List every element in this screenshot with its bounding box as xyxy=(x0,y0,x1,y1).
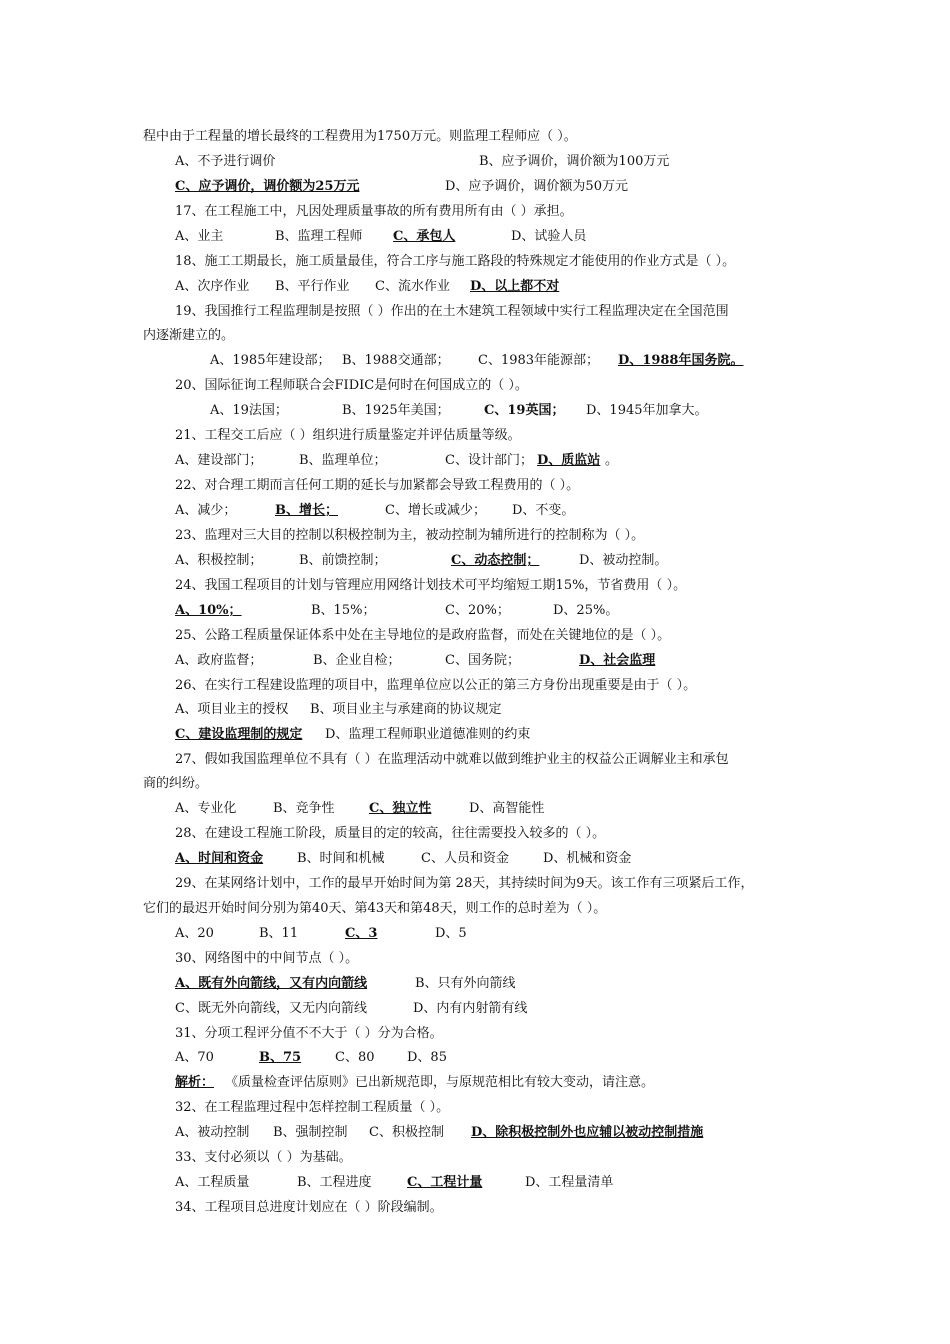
option-d: D、高智能性 xyxy=(469,801,545,816)
option-b: B、前馈控制； xyxy=(299,553,387,568)
question-26-options-row-1 xyxy=(175,701,875,719)
option-b: B、强制控制 xyxy=(273,1125,348,1140)
option-c-answer: C、应予调价，调价额为25万元 xyxy=(175,179,360,194)
option-a: A、19法国； xyxy=(210,403,288,418)
question-31-options xyxy=(175,1049,875,1067)
question-32-options xyxy=(175,1124,875,1142)
option-b: B、竞争性 xyxy=(273,801,335,816)
option-a-answer: A、既有外向箭线，又有内向箭线 xyxy=(175,976,368,991)
question-18-options xyxy=(175,278,875,296)
option-c: C、增长或减少； xyxy=(385,503,486,518)
option-c: C、20%； xyxy=(445,603,510,618)
option-d-answer: D、质监站 xyxy=(537,453,601,468)
question-22-options xyxy=(175,502,875,520)
question-16-options-row-2 xyxy=(175,178,875,196)
option-d-answer: D、社会监理 xyxy=(579,653,656,668)
question-30-options-row-1 xyxy=(175,975,875,993)
question-31: 31、分项工程评分值不不大于（ ）分为合格。 xyxy=(175,1026,443,1041)
question-17: 17、在工程施工中，凡因处理质量事故的所有费用所有由（ ）承担。 xyxy=(175,204,573,219)
option-d: D、工程量清单 xyxy=(525,1175,614,1190)
question-28-options xyxy=(175,850,875,868)
option-b: B、平行作业 xyxy=(275,279,350,294)
option-b: B、11 xyxy=(259,926,299,941)
question-18: 18、施工工期最长，施工质量最佳，符合工序与施工路段的特殊规定才能使用的作业方式是（ ）。 xyxy=(175,254,736,269)
option-a: A、1985年建设部； xyxy=(210,353,331,368)
question-20: 20、国际征询工程师联合会FIDIC是何时在何国成立的（ ）。 xyxy=(175,378,528,393)
question-27-line-1: 27、假如我国监理单位不具有（ ）在监理活动中就难以做到维护业主的权益公正调解业主和承包 xyxy=(175,752,729,767)
option-c: C、流水作业 xyxy=(375,279,450,294)
option-d: D、机械和资金 xyxy=(543,851,632,866)
option-b-answer: B、75 xyxy=(259,1050,302,1065)
option-a: A、减少； xyxy=(175,503,237,518)
option-c-answer: C、19英国； xyxy=(484,403,565,418)
option-c-answer: C、3 xyxy=(345,926,378,941)
option-b: B、企业自检； xyxy=(313,653,401,668)
option-c: C、积极控制 xyxy=(369,1125,444,1140)
question-33-options xyxy=(175,1174,875,1192)
question-23-options xyxy=(175,552,875,570)
question-30-options-row-2 xyxy=(175,1000,875,1018)
question-16-stem-continuation: 程中由于工程量的增长最终的工程费用为1750万元。则监理工程师应（ ）。 xyxy=(143,129,577,144)
question-32: 32、在工程监理过程中怎样控制工程质量（ ）。 xyxy=(175,1100,450,1115)
question-17-options xyxy=(175,228,875,246)
option-d: D、应予调价，调价额为50万元 xyxy=(445,179,628,194)
option-d: D、内有内射箭有线 xyxy=(413,1001,528,1016)
option-b: B、监理工程师 xyxy=(275,229,363,244)
option-a: A、被动控制 xyxy=(175,1125,250,1140)
option-b: B、应予调价，调价额为100万元 xyxy=(479,154,670,169)
question-27-options xyxy=(175,800,875,818)
option-a: A、业主 xyxy=(175,229,224,244)
question-19-options xyxy=(210,352,850,370)
option-b: B、监理单位； xyxy=(299,453,387,468)
option-d: D、1945年加拿大。 xyxy=(586,403,708,418)
option-d: D、85 xyxy=(407,1050,447,1065)
option-b: B、时间和机械 xyxy=(297,851,385,866)
question-19-line-2: 内逐渐建立的。 xyxy=(143,328,235,343)
option-a: A、专业化 xyxy=(175,801,237,816)
option-c: C、人员和资金 xyxy=(421,851,509,866)
option-d: D、被动控制。 xyxy=(579,553,668,568)
analysis-text: 《质量检查评估原则》已出新规范即，与原规范相比有较大变动，请注意。 xyxy=(225,1075,655,1090)
option-b: B、1988交通部； xyxy=(342,353,450,368)
analysis-label: 解析： xyxy=(175,1075,215,1090)
option-c: C、80 xyxy=(335,1050,375,1065)
option-b: B、项目业主与承建商的协议规定 xyxy=(310,702,502,717)
option-d: D、25%。 xyxy=(553,603,619,618)
option-c: C、设计部门； xyxy=(445,453,533,468)
option-d-answer: D、以上都不对 xyxy=(470,279,560,294)
question-21-options xyxy=(175,452,875,470)
option-a: A、积极控制； xyxy=(175,553,263,568)
question-16-options-row-1 xyxy=(175,153,875,171)
question-27-line-2: 商的纠纷。 xyxy=(143,776,209,791)
question-23: 23、监理对三大目的控制以积极控制为主，被动控制为辅所进行的控制称为（ ）。 xyxy=(175,528,645,543)
question-25: 25、公路工程质量保证体系中处在主导地位的是政府监督，而处在关键地位的是（ ）。 xyxy=(175,628,671,643)
question-26: 26、在实行工程建设监理的项目中，监理单位应以公正的第三方身份出现重要是由于（ ）。 xyxy=(175,678,697,693)
option-a: A、不予进行调价 xyxy=(175,154,276,169)
question-20-options xyxy=(210,402,850,420)
option-b: B、工程进度 xyxy=(297,1175,372,1190)
question-28: 28、在建设工程施工阶段，质量目的定的较高，往往需要投入较多的（ ）。 xyxy=(175,826,606,841)
question-29-options xyxy=(175,925,875,943)
option-a: A、次序作业 xyxy=(175,279,250,294)
question-30: 30、网络图中的中间节点（ ）。 xyxy=(175,951,359,966)
option-a: A、70 xyxy=(175,1050,214,1065)
option-b: B、1925年美国； xyxy=(342,403,450,418)
option-a: A、工程质量 xyxy=(175,1175,250,1190)
option-d-answer: D、除积极控制外也应辅以被动控制措施 xyxy=(471,1125,704,1140)
question-25-options xyxy=(175,652,875,670)
option-d: D、5 xyxy=(435,926,467,941)
option-b: B、只有外向箭线 xyxy=(415,976,516,991)
option-a: A、20 xyxy=(175,926,214,941)
option-d: D、监理工程师职业道德准则的约束 xyxy=(325,727,531,742)
option-a: A、政府监督； xyxy=(175,653,263,668)
question-34: 34、工程项目总进度计划应在（ ）阶段编制。 xyxy=(175,1200,443,1215)
option-d: D、试验人员 xyxy=(511,229,587,244)
option-c: C、1983年能源部； xyxy=(478,353,600,368)
option-c-answer: C、建设监理制的规定 xyxy=(175,727,303,742)
option-a: A、建设部门； xyxy=(175,453,263,468)
question-19-line-1: 19、我国推行工程监理制是按照（ ）作出的在土木建筑工程领域中实行工程监理决定在全国范围 xyxy=(175,304,729,319)
option-d-answer: D、1988年国务院。 xyxy=(618,353,744,368)
question-33: 33、支付必须以（ ）为基础。 xyxy=(175,1150,352,1165)
option-a-answer: A、时间和资金 xyxy=(175,851,264,866)
option-a-answer: A、10%； xyxy=(175,603,242,618)
option-d-tail: 。 xyxy=(605,453,619,468)
question-24: 24、我国工程项目的计划与管理应用网络计划技术可平均缩短工期15%，节省费用（ ）。 xyxy=(175,578,687,593)
option-b-answer: B、增长； xyxy=(275,503,338,518)
question-29-line-2: 它们的最迟开始时间分别为第40天、第43天和第48天，则工作的总时差为（ ）。 xyxy=(143,901,607,916)
option-c-answer: C、承包人 xyxy=(393,229,456,244)
question-21: 21、工程交工后应（ ）组织进行质量鉴定并评估质量等级。 xyxy=(175,428,521,443)
option-c: C、国务院； xyxy=(445,653,520,668)
analysis-note xyxy=(175,1074,875,1092)
option-c-answer: C、独立性 xyxy=(369,801,432,816)
option-a: A、项目业主的授权 xyxy=(175,702,289,717)
question-29-line-1: 29、在某网络计划中，工作的最早开始时间为第 28天，其持续时间为9天。该工作有三项紧后工作， xyxy=(175,876,754,891)
option-c-answer: C、工程计量 xyxy=(407,1175,483,1190)
option-d: D、不变。 xyxy=(512,503,575,518)
option-b: B、15%； xyxy=(311,603,376,618)
question-24-options xyxy=(175,602,875,620)
question-26-options-row-2 xyxy=(175,726,875,744)
option-c: C、既无外向箭线，又无内向箭线 xyxy=(175,1001,367,1016)
option-c-answer: C、动态控制； xyxy=(451,553,540,568)
question-22: 22、对合理工期而言任何工期的延长与加紧都会导致工程费用的（ ）。 xyxy=(175,478,580,493)
